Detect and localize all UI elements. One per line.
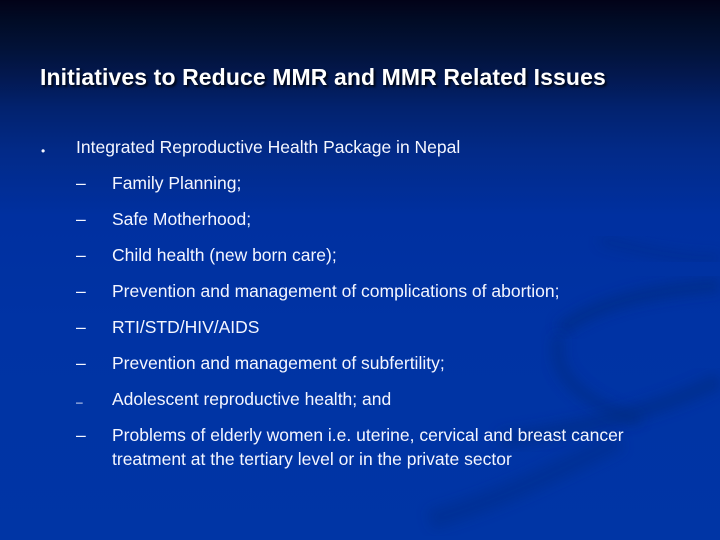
dash-icon: – — [76, 173, 86, 193]
dash-icon: – — [76, 281, 86, 301]
slide-title: Initiatives to Reduce MMR and MMR Related Issues — [40, 64, 606, 90]
sub-bullet-text: Adolescent reproductive health; and — [112, 389, 392, 409]
dash-icon: – — [76, 317, 86, 337]
sub-bullet-text: Prevention and management of complications of abortion; — [112, 281, 560, 301]
sub-bullet-text: Child health (new born care); — [112, 245, 337, 265]
bullet-text: Integrated Reproductive Health Package in Nepal — [76, 137, 461, 157]
sub-bullet-text: RTI/STD/HIV/AIDS — [112, 317, 260, 337]
dash-icon: – — [76, 245, 86, 265]
dash-icon: – — [76, 353, 86, 373]
dash-icon: – — [76, 425, 86, 445]
bullet-dot-icon: • — [41, 144, 46, 158]
sub-bullet-text: Family Planning; — [112, 173, 242, 193]
dash-icon: – — [76, 209, 86, 229]
sub-bullet-text: Safe Motherhood; — [112, 209, 252, 229]
dash-icon: – — [76, 395, 83, 409]
sub-bullet-text: Prevention and management of subfertility; — [112, 353, 445, 373]
sub-bullet-text: Problems of elderly women i.e. uterine, cervical and breast cancer treatment at the tertiary level or in the private sector — [112, 425, 624, 469]
